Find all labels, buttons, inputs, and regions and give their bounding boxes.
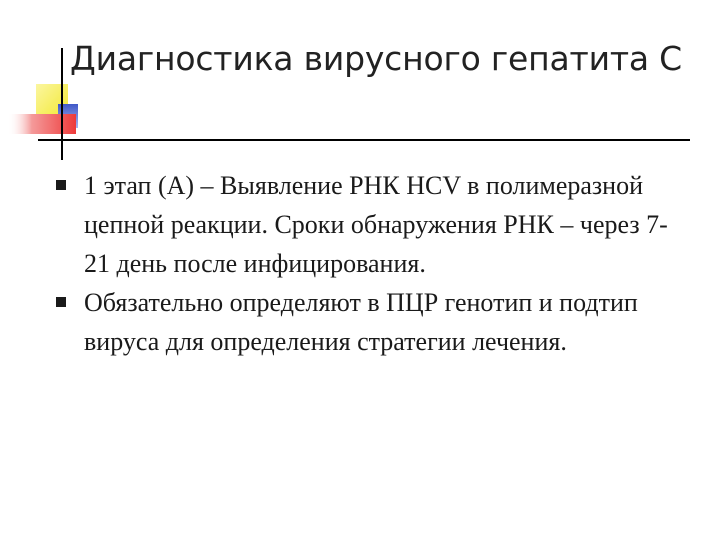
bullet-list xyxy=(52,166,692,361)
bullet-text: 1 этап (А) – Выявление РНК HCV в полимеразной цепной реакции. Сроки обнаружения РНК – через 7-21 день после инфицирования. xyxy=(84,171,668,278)
bullet-item xyxy=(52,283,692,361)
square-bullet-icon xyxy=(56,180,66,190)
bullet-text: Обязательно определяют в ПЦР генотип и подтип вируса для определения стратегии лечения. xyxy=(84,288,638,356)
slide-title: Диагностика вирусного гепатита С xyxy=(70,39,682,78)
bullet-item xyxy=(52,166,692,283)
red-bar xyxy=(8,114,76,134)
square-bullet-icon xyxy=(56,297,66,307)
